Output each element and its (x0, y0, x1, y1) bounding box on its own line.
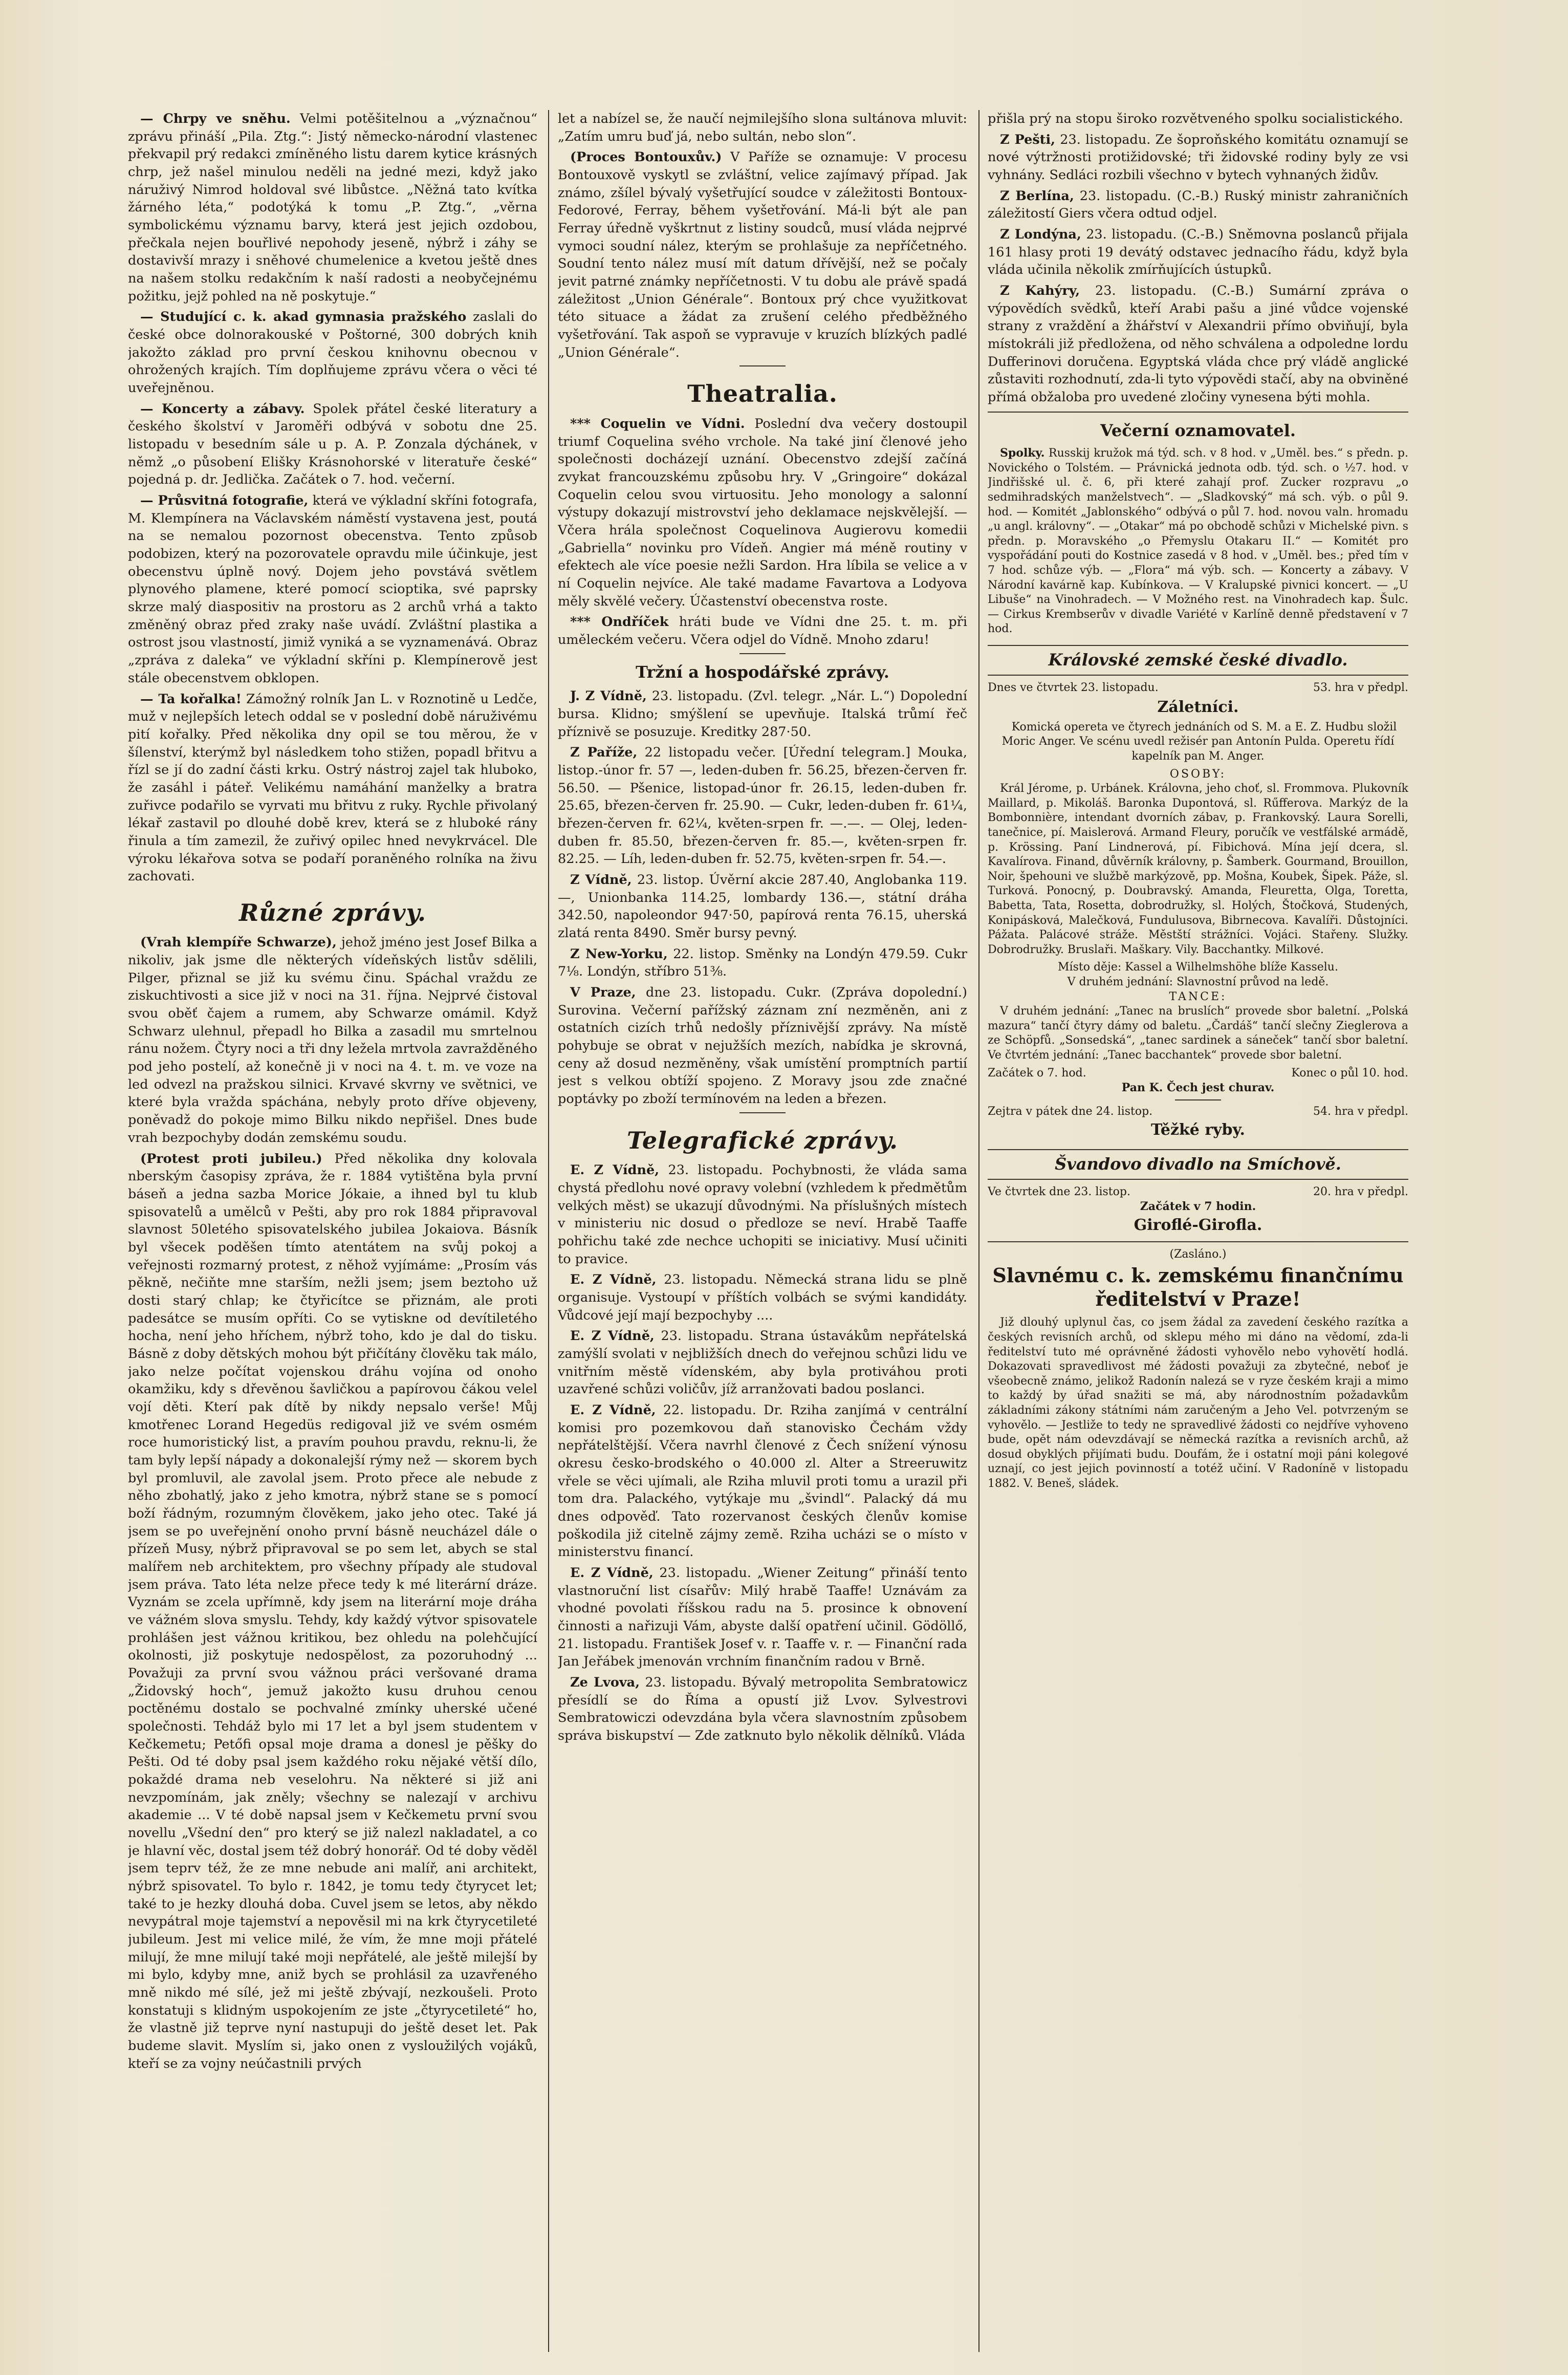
start-time: Začátek v 7 hodin. (1140, 1200, 1256, 1214)
section-heading-trzni: Tržní a hospodářské zprávy. (636, 662, 889, 682)
article-text: 23. listopadu. Ze šoproňského komitátu oznamují se nové výtržnosti protižidovské; tři židovské rodiny byly ze vsi vyhnány. Sedláci rozbili všechno v bytech vyhnaných židův. (988, 132, 1408, 183)
article-text: 23. listopadu. (Zvl. telegr. „Nár. L.“) Dopolední bursa. Klidno; smýšlení se upevňuje. Italská trůmí řeč příznivě se posuzuje. Kreditky 287·50. (558, 688, 967, 740)
tele-lvov (558, 1674, 967, 1745)
article-text: která ve výkladní skříni fotografa, M. Klempínera na Václavském náměstí vystavena jest, poutá na se nemalou pozornost obecenstva. Tento způsob podobizen, který na pozorovatele opravdu mile účinkuje, jest obecenstvu úplně nový. Dojem jeho povstává světlem plynového plamene, které pomocí scioptika, své paprsky skrze malý diaspositiv na prostoru as 2 archů vrhá a takto změněný obraz před zraky naše uvádí. Zvláštní plastika a ostrost jsou vlastností, jimiž vyniká a se vyznamenává. Obraz „zpráva z daleka“ ve výkladní skříni p. Klempínerově jest stále obecenstvem obklopen. (128, 493, 537, 686)
article-lead: V Praze, (570, 984, 636, 1000)
tomorrow-performance: 54. hra v předpl. (1313, 1105, 1408, 1118)
article-text: Poslední dva večery dostoupil triumf Coquelina svého vrchole. Na také jiní členové jeho společnosti docházejí uznání. Obecenstvo zdejší začíná zvykat francouzskému způsobu hry. V „Gringoire“ dokázal Coquelin celou svou virtuositu. Jeho monology a salonní výstupy dokazují mistrovství jeho deklamace nejskvělejší. — Včera hrála společnost Coquelinova Augierovu komedii „Gabriella“ novinku pro Vídeň. Angier má méně routiny v efektech ale více poesie nežli Sardon. Hra líbila se velice a v ní Coquelin nejvíce. Ale také madame Favartova a Lodyova měly skvělé večery. Účastenství obecenstva roste. (558, 416, 967, 609)
article-vrah (128, 934, 537, 1147)
article-lead: — Koncerty a zábavy. (140, 401, 305, 417)
performance-date: Ve čtvrtek dne 23. listop. (988, 1185, 1130, 1198)
end-time: Konec o půl 10. hod. (1291, 1066, 1408, 1079)
article-lead: Z New-Yorku, (570, 946, 668, 962)
article-lead: (Proces Bontouxův.) (570, 149, 722, 165)
article-gymnasium (128, 308, 537, 397)
cast-heading: OSOBY: (1169, 767, 1227, 781)
article-lead: E. Z Vídně, (570, 1272, 657, 1288)
article-lead: — Chrpy ve sněhu. (140, 111, 291, 126)
article-text: 22. listopadu. Dr. Rziha zanjímá v centrální komisi pro pozemkovou daň stanovisko Čechám vždy nepřátelštější. Včera navrhl členové z Čech snížení výnosu okresu česko-brodského o 40.000 zl. Alter a Streeruwitz vřele se věci ujímali, ale Rziha mluvil proti tomu a urazil při tom dra. Palackého, vytýkaje mu „švindl“. Palacký dá mu dnes odpověď. Tato rozervanost českých členův komise poškodila již citelně zájmy země. Rziha ucházi se o místo v ministerstvu financí. (558, 1402, 967, 1560)
trade-vienna-2 (558, 871, 967, 942)
article-text: hráti bude ve Vídni dne 25. t. m. při uměleckém večeru. Včera odjel do Vídně. Mnoho zdaru! (558, 614, 967, 648)
tele-vienna-4 (558, 1401, 967, 1561)
trade-vienna-1 (558, 687, 967, 741)
tele-vienna-5 (558, 1564, 967, 1671)
article-lead: — Studující c. k. akad gymnasia pražského (140, 309, 467, 325)
article-lead: *** Coquelin ve Vídni. (570, 416, 745, 431)
article-lead: — Průsvitná fotografie, (140, 493, 309, 509)
article-lead: — Ta kořalka! (140, 691, 242, 707)
article-text: 23. listopadu. (C.-B.) Ruský ministr zahraničních záležitostí Giers včera odtud odjel. (988, 188, 1408, 222)
play-title: Giroflé-Girofla. (1134, 1216, 1262, 1234)
column-rule-left (548, 110, 549, 2352)
article-text: 23. listopadu. „Wiener Zeitung“ přináší tento vlastnoruční list císařův: Milý hrabě Taaffe! Uznávám za vhodné povolati říšskou radu na 5. prosince k obnovení činnosti a nařizuji Vám, abyste další opatření učinil. Gödöllő, 21. listopadu. František Josef v. r. Taaffe v. r. — Finanční rada Jan Jeřábek jmenován vrchním finančním radou v Brně. (558, 1565, 967, 1670)
article-lead: E. Z Vídně, (570, 1162, 660, 1178)
article-coquelin (558, 415, 967, 610)
article-lead: J. Z Vídně, (570, 688, 647, 704)
column-3 (988, 110, 1408, 2360)
article-bontoux (558, 148, 967, 361)
article-text: 23. listopadu. Pochybnosti, že vláda sama chystá předlohu nové opravy volební (vzhledem k předmětům velkých měst) se ukazují důvodnými. Na příslušných místech v ministeriu nic dosud o předloze se neví. Hrabě Taaffe pohřichu také zde nechce uchopiti se iniciativy. Musí učiniti to pravice. (558, 1162, 967, 1267)
article-lead: E. Z Vídně, (570, 1402, 656, 1418)
article-lead: E. Z Vídně, (570, 1565, 654, 1581)
article-spolky (988, 446, 1408, 637)
performance-number: 53. hra v předpl. (1313, 681, 1408, 694)
setting-text: Místo děje: Kassel a Wilhelmshöhe blíže Kasselu. (1058, 961, 1338, 974)
article-lead: Z Londýna, (1000, 227, 1081, 243)
theatre-box-kralovske (988, 645, 1408, 676)
article-lead: Z Paříže, (570, 745, 638, 761)
tele-cairo (988, 282, 1408, 406)
article-koncerty (128, 400, 537, 489)
play-description: Komická opereta ve čtyrech jednáních od S. M. a E. Z. Hudbu složil Moric Anger. Ve scénu uvedl režisér pan Antonín Pulda. Operetu řídí kapelník pan M. Anger. (1001, 720, 1397, 763)
article-text: dne 23. listopadu. Cukr. (Zpráva dopolední.) Surovina. Večerní pařížský záznam zní nezměněn, ani z ostatních cizích trhů nedošly příznivější zprávy. Na místě pohybuje se obrat v nejužších mezích, nabídka je skrovná, ceny až dosud nezměněny, však umístění promptních partií jest s velkou obtíží spojeno. Z Moravy jsou zde značné poptávky po zboží termínovém na leden a březen. (558, 984, 967, 1107)
article-text: 23. listopadu. Bývalý metropolita Sembratowicz přesídlí se do Říma a opustí již Lvov. Sylvestrovi Sembratowiczi odevzdána byla včera slavnostním způsobem správa biskupství — Zde zatknuto bylo několik dělníků. Vláda (558, 1675, 967, 1744)
performance-number: 20. hra v předpl. (1313, 1185, 1408, 1198)
divider (988, 1241, 1408, 1242)
article-lead: Spolky. (1000, 446, 1045, 460)
article-text: Před několika dny kolovala nberským časopisy zpráva, že r. 1884 vytištěna byla první báseň a jedna sazba Morice Jókaie, a ihned byl tu klub spisovatelů a umělců v Pešti, aby pro rok 1884 připravoval slavnost 50letého spisovatelského jubilea Jokaiova. Básník byl všecek poděšen tímto atentátem na svůj pokoj a veřejnosti rozmarný protest, z něhož vyjímáme: „Prosím vás pěkně, nečiňte mne starším, nežli jsem; jsem beztoho už dosti starý chlap; ke čtyřicítce se přiznám, ale proti padesátce se musím opříti. Co se vytiskne od devítiletého hocha, není jeho hříchem, nýbrž toho, kdo je dal do tisku. Básně z doby dětských mohou být přičítány člověku tak málo, jako nelze počítat vojenskou dráhu vojína od onoho okamžiku, kdy s dřevěnou šavličkou a papírovou čákou velel vojí děti. Kterí pak dítě by nikdy nepsalo verše! Můj kmotřenec Lorand Hegedüs redigoval již ve svém osmém roce humoristický list, a pravím pouhou pravdu, reknu-li, že tam byly lepší nápady a dokonalejší rýmy než — skorem bych byl promluvil, ale zavolal jsem. Proto přece ale nebude z něho zbohatlý, jako z jeho kmotra, nýbrž stane se s pomocí boží řádným, rozumným člověkem, jako jeho otec. Také já jsem se po uveřejnění onoho první básně neucházel dále o přízeň Musy, nýbrž připravoval se po sem let, abych se stal malířem neb architektem, pro všechny případy ale studoval jsem práva. Tato léta nelze přece tedy k mé literární dráze. Vyznám se zcela upřímně, kdy jsem na literární moje dráha ve vážném slova smyslu. Tehdy, kdy každý výtvor spisovatele prohlášen jest vážnou kritikou, bez ohledu na polehčující okolnosti, již poskytuje nedospělost, za pozoruhodný ... Považuji za první svou vážnou práci veršované drama „Židovský hoch“, jemuž jakožto kusu druhou cenou poctěnému dostalo se pochvalné zmínky uherské učené společnosti. Tehdáž bylo mi 17 let a byl jsem studentem v Kečkemetu; Petőfi opsal moje drama a donesl je pěšky do Pešti. Od té doby psal jsem každého roku nějaké větší dílo, pokaždé drama neb veselohru. Na některé si již ani nevzpomínám, jak zněly; všechny se nalezají v archivu akademie ... V té době napsal jsem v Kečkemetu první svou novellu „Všední den“ pro který se již nalezl nakladatel, a co je hlavní věc, dostal jsem též dobrý honorář. Od té doby věděl jsem teprv též, že ze mne nebude ani malíř, ani architekt, nýbrž spisovatel. To bylo r. 1842, je tomu tedy čtyrycet let; také to je hezky dlouhá doba. Cuvel jsem se letos, aby někdo nevypátral moje tajemství a nepověsil mi na krk čtyrycetileté jubileum. Jest mi velice milé, že vím, že mne moji přátelé milují, že mne milují také moji nepřátelé, ale ještě milejší by mi bylo, kdyby mne, aniž bych se prohlásil za uzavřeného mně nikdo mé sílé, jež mi ještě zbývají, nezkoušeli. Proto konstatuji s klidným uspokojením ze jste „čtyrycetileté“ ho, že vlastně již teprve nyní nastupuji do ještě deset let. Pak budeme slavit. Myslím si, jako onen z vysloužilých vojáků, kteří se za vojny neúčastnili prvých (128, 1151, 537, 2071)
article-text: 23. listop. Úvěrní akcie 287.40, Anglobanka 119.—, Unionbanka 114.25, lombardy 136.—, státní dráha 342.50, napoleondor 947·50, papírová renta 76.15, uherská zlatá renta 8490. Směr bursy pevný. (558, 872, 967, 941)
section-heading-oznamovatel: Večerní oznamovatel. (1100, 420, 1296, 440)
time-row (988, 1066, 1408, 1081)
theatre-box-svandovo (988, 1149, 1408, 1180)
article-text: přišla prý na stopu široko rozvětveného spolku socialistického. (988, 111, 1403, 126)
column-1 (128, 110, 537, 2360)
svandovo-date-row (988, 1185, 1408, 1200)
article-fotografie (128, 492, 537, 687)
article-text: 23. listopadu. Strana ústavákům nepřátelská zamýšlí svolati v nejbližších dnech do veřejnou schůzi lidu ve vnitřním městě vídenském, aby byla protiváhou proti uzavřené schůzi voličův, jíž arranžovati badou poslanci. (558, 1328, 967, 1397)
theatre-name: Švandovo divadlo na Smíchově. (1055, 1154, 1341, 1174)
performance-date: Dnes ve čtvrtek 23. listopadu. (988, 681, 1159, 694)
article-ondricek (558, 613, 967, 649)
tele-vienna-2 (558, 1271, 967, 1324)
tele-cont (988, 110, 1408, 128)
article-text: 23. listopadu. (C.-B.) Sumární zpráva o výpovědích svědků, kteří Arabi pašu a jiné vůdce vojenské strany z vraždění a žhářství v Alexandrii přímo obviňují, byla místokráli již předložena, od něho schválena a odpoledne lordu Dufferinovi doručena. Egyptská vláda chce prý vládě anglické zůstaviti rozhodnutí, zda-li tyto výpovědi stačí, aby na obviněné přímá obžaloba pro uvedené zločiny vynesena býti mohla. (988, 283, 1408, 405)
second-act-text: V druhém jednání: Slavnostní průvod na ledě. (1067, 975, 1329, 988)
tomorrow-title: Těžké ryby. (1151, 1121, 1245, 1139)
divider (739, 1112, 786, 1113)
dances-heading: TANCE: (1169, 990, 1227, 1003)
article-lead: (Vrah klempíře Schwarze), (140, 935, 337, 951)
tele-vienna-3 (558, 1327, 967, 1398)
article-lead: Z Kahýry, (1000, 283, 1080, 299)
article-lead: Z Pešti, (1000, 132, 1056, 147)
article-text: 22 listopadu večer. [Úřední telegram.] Mouka, listop.-únor fr. 57 —, leden-duben fr. 56.25, březen-červen fr. 56.50. — Pšenice, listopad-únor fr. 26.15, leden-duben fr. 25.65, březen-červen fr. 25.90. — Cukr, leden-duben fr. 61¼, březen-červen fr. 62¼, květen-srpen fr. —.—. — Olej, leden-duben fr. 85.50, březen-červen fr. 85.—, květen-srpen fr. 82.25. — Líh, leden-duben fr. 52.75, květen-srpen fr. 54.—. (558, 745, 967, 867)
article-text: V Paříže se oznamuje: V procesu Bontouxově vyskytl se zvláštní, velice zajímavý případ. Jak známo, zšílel bývalý vyšetřující soudce v záležitosti Bontoux-Fedorové, Ferray, během vyšetřování. Má-li být ale pan Ferray úředně vyškrtnut z listiny soudců, musí vláda nejprvé vymoci soudní nález, kterým se prohlašuje za nepříčetného. Soudní tento nález musí mít datum dřívější, než se počaly jevit patrné známky nepříčetnosti. V tu dobu ale právě spadá záležitost „Union Générale“. Bontoux prý chce využitkovat této situace a žádat za zrušení celého předběžného vyšetřování. Tak aspoň se vypravuje v kruzích blízkých padlé „Union Générale“. (558, 149, 967, 360)
tele-london (988, 226, 1408, 279)
tele-pest (988, 131, 1408, 184)
theatre-date-row (988, 681, 1408, 696)
tele-berlin (988, 187, 1408, 223)
article-text: 23. listopadu. (C.-B.) Sněmovna poslanců přijala 161 hlasy proti 19 devátý odstavec jednacího řádu, když byla vláda učinila několik zmírňujících ústupků. (988, 227, 1408, 278)
trade-new-york (558, 945, 967, 981)
article-text: zaslali do české obce dolnorakouské v Poštorné, 300 dobrých knih jakožto základ pro první českou knihovnu obecnou v ohrožených krajích. Tím doplňujeme zprávu včera o věci té uveřejněnou. (128, 309, 537, 396)
dances-text: V druhém jednání: „Tanec na bruslích“ provede sbor baletní. „Polská mazura“ tančí čtyry dámy od baletu. „Čardáš“ tančí slečny Zieglerova a ze Schöpfů. „Sonsedská“, „tanec sardinek a sáneček“ tančí sbor baletní. Ve čtvrtém jednání: „Tanec bacchantek“ provede sbor baletní. (988, 1005, 1408, 1062)
article-sultan-cont (558, 110, 967, 145)
article-text: Spolek přátel české literatury a českého školství v Jaroměři odbývá v sobotu dne 25. listopadu v besedním sále u p. A. P. Zonzala dýchánek, v němž „o působení Elišky Krásnohorské v literatuře české“ pojedná p. dr. Jedlička. Začátek o 7. hod. večerní. (128, 401, 537, 488)
article-lead: E. Z Vídně, (570, 1328, 655, 1344)
article-lead: Ze Lvova, (570, 1675, 640, 1691)
start-time: Začátek o 7. hod. (988, 1066, 1086, 1079)
article-lead: Z Berlína, (1000, 188, 1074, 204)
divider (739, 365, 786, 366)
article-text: jehož jméno jest Josef Bilka a nikoliv, jak jsme dle některých vídeňských listův sdělili, Pilger, přiznal se již ku svému činu. Spáchal vraždu ze ziskuchtivosti a sice již v noci na 31. října. Nejprvé čistoval svou oběť čajem a rumem, aby Schwarze omámil. Když Schwarz ulehnul, přepadl ho Bilka a zasadil mu smrtelnou ránu nožem. Čtyry noci a tři dny ležela mrtvola zavražděného pod jeho postelí, až konečně ji v noci na 4. t. m. ve voze na led odvezl na pražskou silnici. Krvavé skvrny ve světnici, ve které byla vražda spáchána, nebyly proto dříve objeveny, poněvadž do pokoje mimo Bilku nikdo nepřišel. Dnes bude vrah bezpochyby dodán zemskému soudu. (128, 935, 537, 1146)
tomorrow-row (988, 1105, 1408, 1119)
article-text: Zámožný rolník Jan L. v Roznotině u Ledče, muž v nejlepších letech oddal se v poslední době náruživému pití kořalky. Před několika dny opil se tou měrou, že v šílenství, kterýmž byl následkem toho stižen, popadl břitvu a řízl se jí do zadní části krku. Ostrý nástroj zajel tak hluboko, že zasáhl i páteř. Velikému namáhání manželky a bratra zuřivce podařilo se vyrvati mu břitvu z ruky. Rychle přivolaný lékař zastavil po dlouhé době krev, která se z hluboké rány řinula a tím zamezil, že zuřivý opilec hned nevykrvácel. Dle výroku lékařova sotva se podaří poraněného rolníka na živu zachovati. (128, 691, 537, 884)
trade-prague (558, 984, 967, 1108)
article-koralka (128, 690, 537, 886)
column-2 (558, 110, 967, 2360)
divider (1175, 1099, 1221, 1100)
theatre-name: Královské zemské české divadlo. (1048, 650, 1348, 670)
zaslano-text: Již dlouhý uplynul čas, co jsem žádal za zavedení českého razítka a českých revisních archů, od sklepu mého mi dáno na vědomí, zda-li ředitelství tuto mé oprávněné žádosti vyhovělo nebo vyhovětí hodlá. Dokazovati spravedlivost mé žádosti považuji za zbytečné, neboť je všeobecně známo, jelikož Radonín nalezá se v ryze českém kraji a mimo to každý by úřad snažiti se má, aby národnostním požadavkům základními zákony státními nám zaručeným a Jeho Vel. potvrzeným se vyhovělo. — Jestliže to tedy ne spravedlivé žádosti co nejdříve vyhoveno bude, opět nám odevzdávají se německá razítka a revisních archů, až dosud obyklých přijímati budu. Doufám, že i ostatní moji páni kolegové uznají, co jest jejich povinností a totéž učiní. V Radoníně v listopadu 1882. V. Beneš, sládek. (988, 1316, 1408, 1490)
article-text: Velmi potěšitelnou a „význačnou“ zprávu přináší „Pila. Ztg.“: Jistý německo-národní vlastenec překvapil prý redakci zmíněného listu darem kytice krásných chrp, jež našel minulou neděli na jedné mezi, když jako náruživý Nimrod holdoval své libůstce. „Něžná tato kvítka žárného léta,“ podotýká k tomu „P. Ztg.“, „věrna symbolickému významu barvy, která jest jejich ozdobou, přečkala nejen bouřlivé nepohody jeseně, nýbrž i záhy se dostavivší mrazy i sněhové chumelenice a kvetou ještě dnes na našem stolku redakčním k naší radosti a neobyčejnému požitku, jejž pohled na ně poskytuje.“ (128, 111, 537, 304)
zaslano-label: (Zasláno.) (1169, 1247, 1227, 1261)
article-text: let a nabízel se, že naučí nejmilejšího slona sultánova mluvit: „Zatím umru buď já, nebo sultán, nebo slon“. (558, 111, 967, 144)
article-text: Russkij kružok má týd. sch. v 8 hod. v „Uměl. bes.“ s předn. p. Novického o Tolstém. — Právnická jednota odb. týd. sch. o ½7. hod. v Jindřišské ul. č. 6, při které zahají prof. Zucker rozpravu „o sedmihradských manželstvech“. — „Sladkovský“ má sch. výb. o půl 9. hod. — Komitét „Jablonského“ odbývá o půl 7. hod. novou valn. hromadu „u angl. královny“. — „Otakar“ má po obchodě schůzi v Michelské pivn. s předn. p. Moravského „o Přemyslu Otakaru II.“ — Komitét pro vyspořádání pouti do Kostnice zasedá v 8 hod. v „Uměl. bes.; před tím v 7 hod. schůze výb. — „Flora“ má výb. sch. — Koncerty a zábavy. V Národní kavárně kap. Kubínkova. — V Kralupské pivnici koncert. — „U Libuše“ na Vinohradech. — V Možného rest. na Vinohradech kap. Šulc. — Cirkus Krembserův v divadle Variété v Karlíně denně představení v 7 hod. (988, 447, 1408, 636)
article-text: 22. listop. Směnky na Londýn 479.59. Cukr 7⅛. Londýn, stříbro 51⅜. (558, 946, 967, 980)
section-heading-telegraficke: Telegrafické zprávy. (626, 1126, 899, 1154)
zaslano-title: Slavnému c. k. zemskému finančnímu ředitelství v Praze! (992, 1264, 1404, 1310)
divider (739, 653, 786, 654)
cast-list: Král Jérome, p. Urbánek. Královna, jeho choť, sl. Frommova. Plukovník Maillard, p. Mikoláš. Baronka Dupontová, sl. Rűfferova. Markýz de la Bombonnière, intendant dvorních zábav, p. Frankovský. Laura Sorelli, tanečnice, pí. Maislerová. Armand Fleury, poručík ve vestfálské armádě, p. Krössing. Paní Lindnerová, pí. Fibichová. Mína její dcera, sl. Kavalírova. Finand, důvěrník královny, p. Šamberk. Gourmand, Brouillon, Noir, špehouni ve službě markýzově, pp. Mošna, Koubek, Šipek. Páže, sl. Turková. Ponocný, p. Doubravský. Amanda, Fleuretta, Olga, Toretta, Babetta, Tata, Rosetta, dobrodružky, sl. Holých, Štočková, Studených, Konipásková, Malečková, Fundulusova, Bibrnecova. Kavalíři. Důstojníci. Pážata. Palácové stráže. Městští strážníci. Vojáci. Stařeny. Služky. Dobrodružky. Bruslaři. Maškary. Vily. Bacchantky. Milkové. (988, 782, 1408, 956)
article-lead: Z Vídně, (570, 872, 632, 888)
section-heading-ruzne: Různé zprávy. (238, 898, 427, 926)
play-title: Záletníci. (1157, 698, 1239, 717)
article-lead: (Protest proti jubileu.) (140, 1151, 322, 1167)
article-chrpy (128, 110, 537, 305)
section-heading-theatralia: Theatralia. (687, 380, 838, 408)
tomorrow-date: Zejtra v pátek dne 24. listop. (988, 1105, 1153, 1118)
notice-ill: Pan K. Čech jest churav. (1121, 1081, 1275, 1095)
article-text: 23. listopadu. Německá strana lidu se plně organisuje. Vystoupí v příštích volbách se svými kandidáty. Vůdcové její mají bezpochyby .... (558, 1272, 967, 1323)
trade-paris (558, 744, 967, 868)
article-protest (128, 1150, 537, 2073)
divider (988, 412, 1408, 413)
article-lead: *** Ondříček (570, 614, 669, 630)
column-rule-right (978, 110, 979, 2352)
tele-vienna-1 (558, 1161, 967, 1268)
